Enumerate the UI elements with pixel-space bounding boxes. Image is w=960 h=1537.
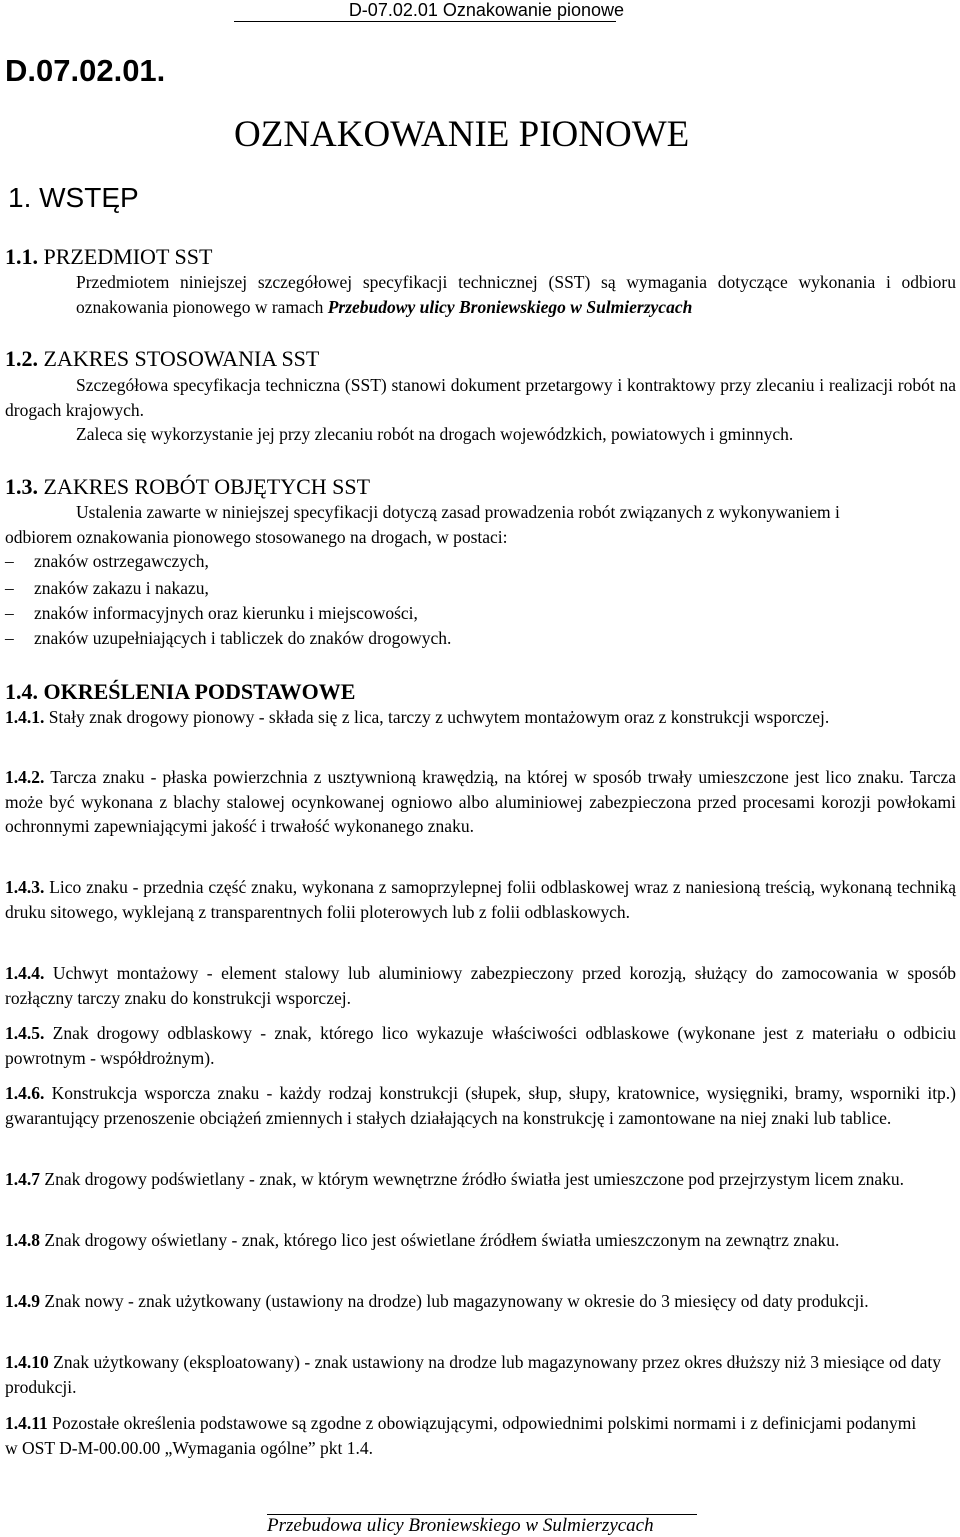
definition-item: [5, 765, 956, 839]
definition-number: 1.4.3.: [5, 877, 45, 897]
definition-item: [5, 1289, 956, 1314]
section-heading-1-1: [5, 244, 212, 270]
section-1-2-paragraph-2: Zaleca się wykorzystanie jej przy zlecaniu robót na drogach wojewódzkich, powiatowych i gminnych.: [76, 424, 794, 444]
definition-item: [5, 705, 956, 730]
definition-text: Znak drogowy odblaskowy - znak, którego lico wykazuje właściwości odblaskowe (wykonane jest z materiału o odbiciu powrotnym - współdrożnym).: [5, 1023, 956, 1068]
definition-number: 1.4.2.: [5, 767, 45, 787]
running-header: D-07.02.01 Oznakowanie pionowe: [348, 0, 624, 20]
definition-item: [5, 875, 956, 924]
section-heading-1-4: [5, 679, 355, 705]
section-title: ZAKRES ROBÓT OBJĘTYCH SST: [43, 474, 371, 499]
section-1-3-paragraph: Ustalenia zawarte w niniejszej specyfikacji dotyczą zasad prowadzenia robót związanych z wykonywaniem i odbiorem oznakowania pionowego stosowanego na drogach, w postaci:: [5, 502, 840, 547]
list-item: [5, 601, 418, 626]
section-title: ZAKRES STOSOWANIA SST: [43, 346, 320, 371]
section-number: 1.2.: [5, 346, 38, 371]
definition-text: Uchwyt montażowy - element stalowy lub aluminiowy zabezpieczony przed korozją, służący do zamocowania w sposób rozłączny tarczy znaku do konstrukcji wsporczej.: [5, 963, 957, 1008]
list-item: [5, 626, 451, 651]
definition-number: 1.4.5.: [5, 1023, 45, 1043]
definition-number: 1.4.6.: [5, 1083, 45, 1103]
section-1-1-text: [76, 270, 956, 319]
definition-item: [5, 1081, 956, 1130]
definition-text: Lico znaku - przednia część znaku, wykonana z samoprzylepnej folii odblaskowej wraz z naniesioną treścią, wykonaną techniką druku sitowego, wyklejaną z transparentnych folii ploterowych lub z folii odblaskowych.: [5, 877, 956, 922]
definition-text: Znak nowy - znak użytkowany (ustawiony na drodze) lub magazynowany w okresie do 3 miesięcy od daty produkcji.: [40, 1291, 869, 1311]
definition-text: Znak użytkowany (eksploatowany) - znak ustawiony na drodze lub magazynowany przez okres dłuższy niż 3 miesiące od daty produkcji.: [5, 1352, 941, 1397]
definition-text: Pozostałe określenia podstawowe są zgodne z obowiązującymi, odpowiednimi polskimi normami i z definicjami podanymi w OST D-M-00.00.00 „Wymagania ogólne” pkt 1.4.: [5, 1413, 917, 1458]
section-1-2-paragraph-1: Szczegółowa specyfikacja techniczna (SST) stanowi dokument przetargowy i kontraktowy przy zlecaniu i realizacji robót na drogach krajowych.: [5, 375, 956, 420]
definition-number: 1.4.11: [5, 1413, 48, 1433]
document-title: OZNAKOWANIE PIONOWE: [234, 114, 690, 155]
definition-number: 1.4.8: [5, 1230, 40, 1250]
definition-number: 1.4.7: [5, 1169, 40, 1189]
dash-bullet-icon: –: [5, 603, 14, 623]
list-item-text: znaków zakazu i nakazu,: [34, 578, 209, 598]
document-code: D.07.02.01.: [5, 53, 166, 88]
definition-text: Stały znak drogowy pionowy - składa się z lica, tarczy z uchwytem montażowym oraz z konstrukcji wsporczej.: [48, 707, 830, 727]
definition-text: Konstrukcja wsporcza znaku - każdy rodzaj konstrukcji (słupek, słup, słupy, kratownice, wysięgniki, bramy, wsporniki itp.) gwarantujący przenoszenie obciążeń zmiennych i stałych działających na konstrukcję i zamontowane na niej znaki lub tablice.: [5, 1083, 957, 1128]
list-item: [5, 576, 209, 601]
definition-item: [5, 961, 956, 1010]
chapter-heading: 1. WSTĘP: [8, 182, 139, 213]
list-item: [5, 549, 209, 574]
section-number: 1.1.: [5, 244, 38, 269]
list-item-text: znaków uzupełniających i tabliczek do znaków drogowych.: [34, 628, 452, 648]
section-title: PRZEDMIOT SST: [43, 244, 213, 269]
definition-item: [5, 1350, 956, 1399]
list-item-text: znaków informacyjnych oraz kierunku i miejscowości,: [34, 603, 418, 623]
section-title: OKREŚLENIA PODSTAWOWE: [43, 679, 356, 704]
section-number: 1.3.: [5, 474, 38, 499]
definition-item: [5, 1021, 956, 1070]
definition-text: Tarcza znaku - płaska powierzchnia z usztywnioną krawędzią, na której w sposób trwały umieszczone jest lico znaku. Tarcza może być wykonana z blachy stalowej ocynkowanej ogniowo albo aluminiowej zabezpieczona przed procesami korozji powłokami ochronnymi zapewniającymi jakość i trwałość wykonanego znaku.: [5, 767, 956, 836]
definition-item: [5, 1411, 925, 1460]
running-footer: Przebudowa ulicy Broniewskiego w Sulmierzycach: [267, 1515, 654, 1536]
header-rule: [234, 21, 616, 22]
definition-item: [5, 1228, 956, 1253]
definition-number: 1.4.9: [5, 1291, 40, 1311]
section-heading-1-3: [5, 474, 370, 500]
definition-number: 1.4.10: [5, 1352, 49, 1372]
list-item-text: znaków ostrzegawczych,: [34, 551, 209, 571]
definition-number: 1.4.4.: [5, 963, 45, 983]
definition-text: Znak drogowy oświetlany - znak, którego lico jest oświetlane źródłem światła umieszczonym na zewnątrz znaku.: [40, 1230, 840, 1250]
dash-bullet-icon: –: [5, 551, 14, 571]
section-heading-1-2: [5, 346, 319, 372]
definition-item: [5, 1167, 956, 1192]
dash-bullet-icon: –: [5, 628, 14, 648]
dash-bullet-icon: –: [5, 578, 14, 598]
section-number: 1.4.: [5, 679, 38, 704]
definition-number: 1.4.1.: [5, 707, 45, 727]
project-name: Przebudowy ulicy Broniewskiego w Sulmierzycach: [327, 296, 693, 317]
definition-text: Znak drogowy podświetlany - znak, w którym wewnętrzne źródło światła jest umieszczone pod przejrzystym licem znaku.: [40, 1169, 905, 1189]
paragraph-text: Przedmiotem niniejszej szczegółowej specyfikacji technicznej (SST) są wymagania dotyczące wykonania i odbioru oznakowania pionowego w ramach: [76, 272, 956, 317]
